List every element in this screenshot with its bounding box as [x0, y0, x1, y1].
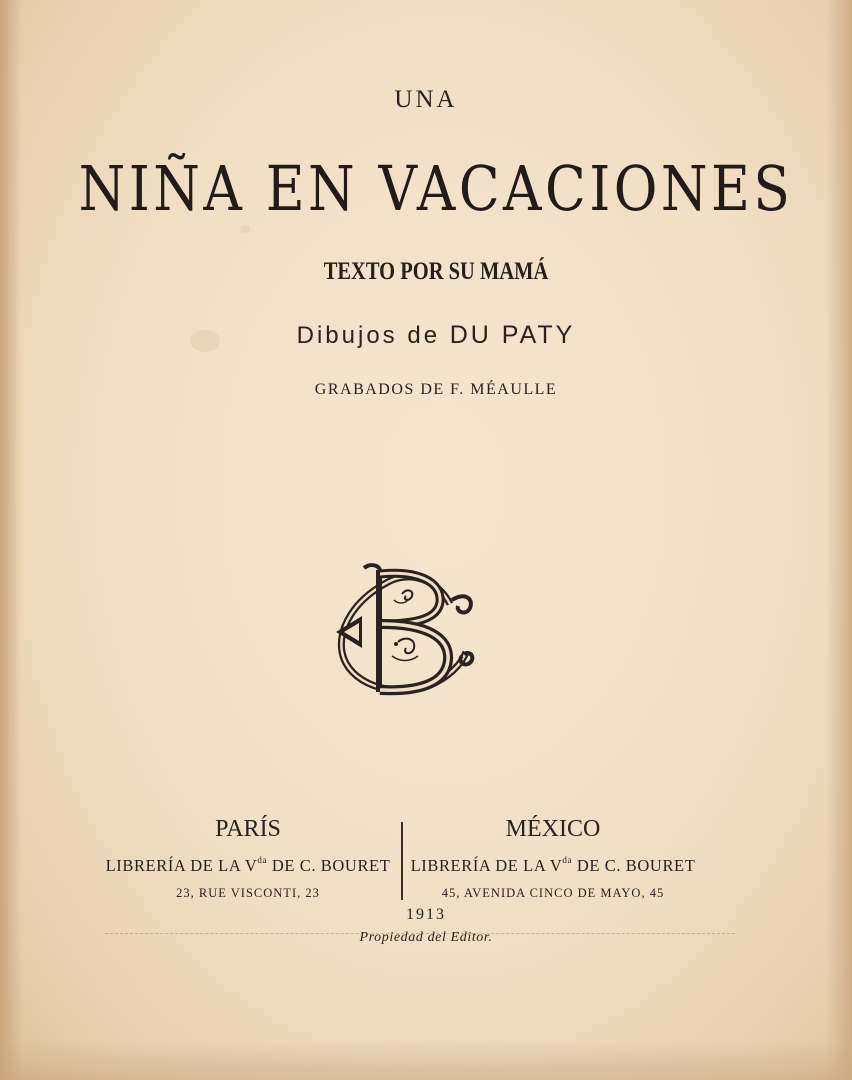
imprint-publisher-paris [103, 856, 393, 876]
publication-year: 1913 [406, 906, 446, 923]
illustrator-name: DU PATY [449, 321, 576, 349]
publisher-suffix: DE C. BOURET [572, 856, 696, 875]
book-title: NIÑA EN VACACIONES [78, 152, 794, 225]
illustrator-line [10, 321, 852, 350]
pre-title: UNA [394, 86, 458, 113]
author-line: TEXTO POR SU MAMÁ [323, 258, 549, 285]
publisher-sup: da [562, 855, 573, 865]
imprint-publisher-mexico [408, 856, 698, 876]
imprint-address-paris: 23, RUE VISCONTI, 23 [176, 886, 320, 900]
illustrator-prefix: Dibujos de [296, 322, 450, 349]
publisher-monogram-cb-icon [332, 560, 476, 702]
publisher-suffix: DE C. BOURET [267, 856, 391, 875]
publisher-sup: da [257, 855, 268, 865]
imprint-divider [401, 822, 403, 900]
imprint-city-mexico: MÉXICO [505, 816, 601, 842]
rights-statement: Propiedad del Editor. [359, 930, 493, 945]
imprint-city-paris: PARÍS [215, 816, 281, 842]
imprint-address-mexico: 45, AVENIDA CINCO DE MAYO, 45 [441, 886, 665, 900]
publisher-prefix: LIBRERÍA DE LA V [105, 856, 258, 875]
engraver-line: GRABADOS DE F. MÉAULLE [314, 381, 558, 398]
publisher-prefix: LIBRERÍA DE LA V [410, 856, 563, 875]
page-bottom-edge-shadow [0, 1040, 852, 1080]
paper-foxing-spot [240, 225, 250, 233]
